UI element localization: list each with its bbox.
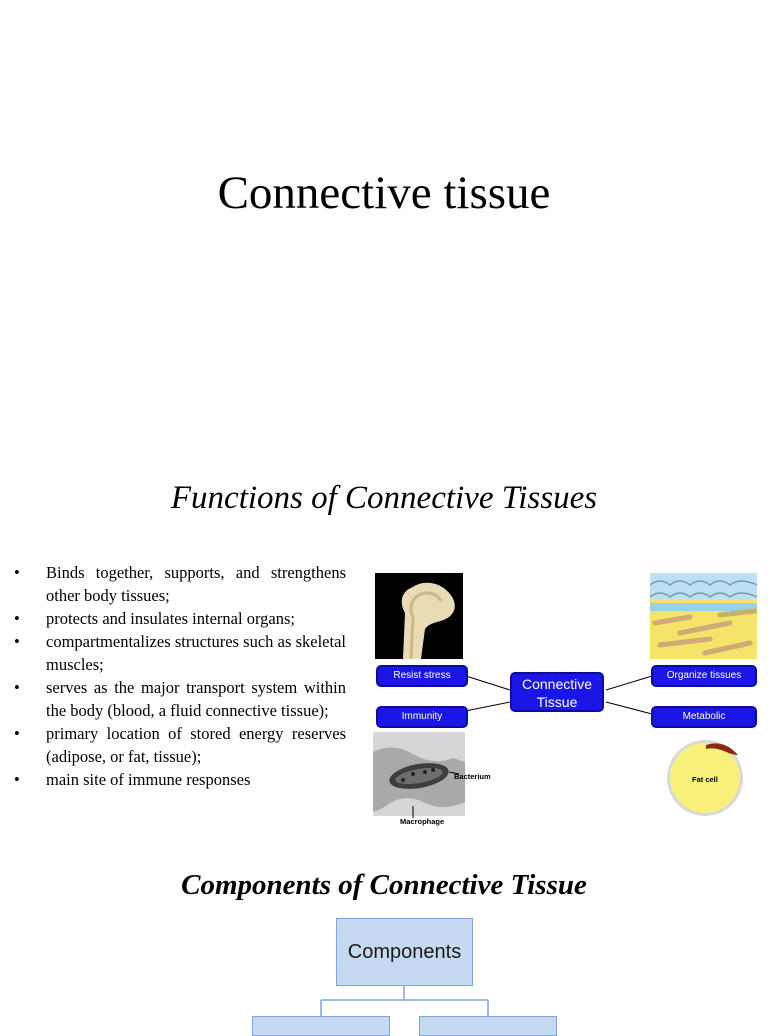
components-root-box: Components [336, 918, 473, 986]
connective-tissue-center-label: Connective Tissue [510, 672, 604, 712]
main-title: Connective tissue [217, 167, 551, 219]
fat-cell-label: Fat cell [692, 775, 718, 784]
list-item: • main site of immune responses [14, 768, 346, 791]
component-box-right [419, 1016, 557, 1036]
component-box-left [252, 1016, 390, 1036]
list-item: • protects and insulates internal organs; [14, 607, 346, 630]
list-item: • serves as the major transport system within the body (blood, a fluid connective tissue); [14, 676, 346, 722]
metabolic-label: Metabolic [651, 706, 757, 728]
organize-tissues-label: Organize tissues [651, 665, 757, 687]
components-title: Components of Connective Tissue [181, 869, 587, 901]
list-item: • Binds together, supports, and strengthens other body tissues; [14, 561, 346, 607]
immunity-label: Immunity [376, 706, 468, 728]
functions-title: Functions of Connective Tissues [170, 480, 598, 516]
list-item: • primary location of stored energy reserves (adipose, or fat, tissue); [14, 722, 346, 768]
bacterium-label: Bacterium [454, 772, 491, 781]
resist-stress-label: Resist stress [376, 665, 468, 687]
macrophage-label: Macrophage [400, 817, 445, 826]
list-item: • compartmentalizes structures such as skeletal muscles; [14, 630, 346, 676]
